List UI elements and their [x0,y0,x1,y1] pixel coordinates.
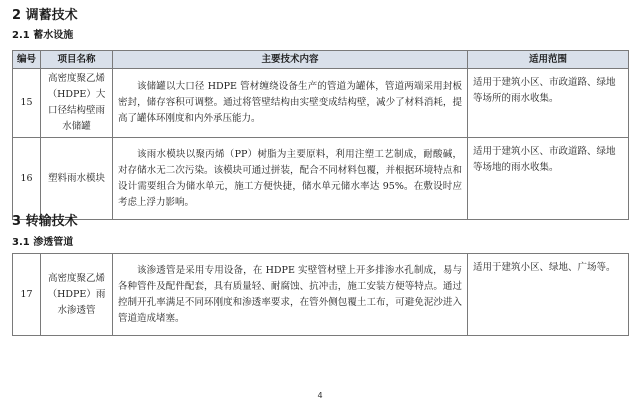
page-number: 4 [317,391,323,400]
row-content: 该渗透管是采用专用设备，在 HDPE 实壁管材壁上开多排渗水孔制成，易与各种管件及配件配套，具有质量轻、耐腐蚀、抗冲击，施工安装方便等特点。通过控制开孔率满足不同环刚度和渗透率要求，在管外侧包覆土工布，可避免泥沙进入管道造成堵塞。 [113,254,468,336]
row-number: 17 [13,254,41,336]
subsection-heading-infiltration-pipes: 3.1 渗透管道 [12,237,74,248]
table-header-row [13,51,629,69]
section-heading-storage: 2 调蓄技术 [12,8,78,23]
row-scope: 适用于建筑小区、绿地、广场等。 [468,254,629,336]
infiltration-pipes-table [12,253,629,336]
row-name: 高密度聚乙烯（HDPE）雨水渗透管 [41,254,113,336]
header-name: 项目名称 [41,51,113,69]
header-scope: 适用范围 [468,51,629,69]
row-scope: 适用于建筑小区、市政道路、绿地等场地的雨水收集。 [468,138,629,220]
table-row [13,138,629,220]
row-number: 16 [13,138,41,220]
row-name: 塑料雨水模块 [41,138,113,220]
header-no: 编号 [13,51,41,69]
row-number: 15 [13,69,41,138]
row-scope: 适用于建筑小区、市政道路、绿地等场所的雨水收集。 [468,69,629,138]
row-name: 高密度聚乙烯（HDPE）大口径结构壁雨水储罐 [41,69,113,138]
row-content: 该雨水模块以聚丙烯（PP）树脂为主要原料，利用注塑工艺制成，耐酸碱，对存储水无二次污染。该模块可通过拼装，配合不同材料包覆，并根据环境特点和设计需要组合为储水单元，施工方便快捷，储水单元储水率达 95%。在敷设时应考虑上浮力影响。 [113,138,468,220]
header-content: 主要技术内容 [113,51,468,69]
section-heading-conveyance: 3 转输技术 [12,214,78,229]
table-row [13,254,629,336]
row-content: 该储罐以大口径 HDPE 管材缠绕设备生产的管道为罐体，管道两端采用封板密封，储存容积可调整。通过将管壁结构由实壁变成结构壁，减少了材料消耗，提高了罐体环刚度和内外承压能力。 [113,69,468,138]
table-row [13,69,629,138]
subsection-heading-storage-facilities: 2.1 蓄水设施 [12,30,74,41]
storage-facilities-table [12,50,629,220]
